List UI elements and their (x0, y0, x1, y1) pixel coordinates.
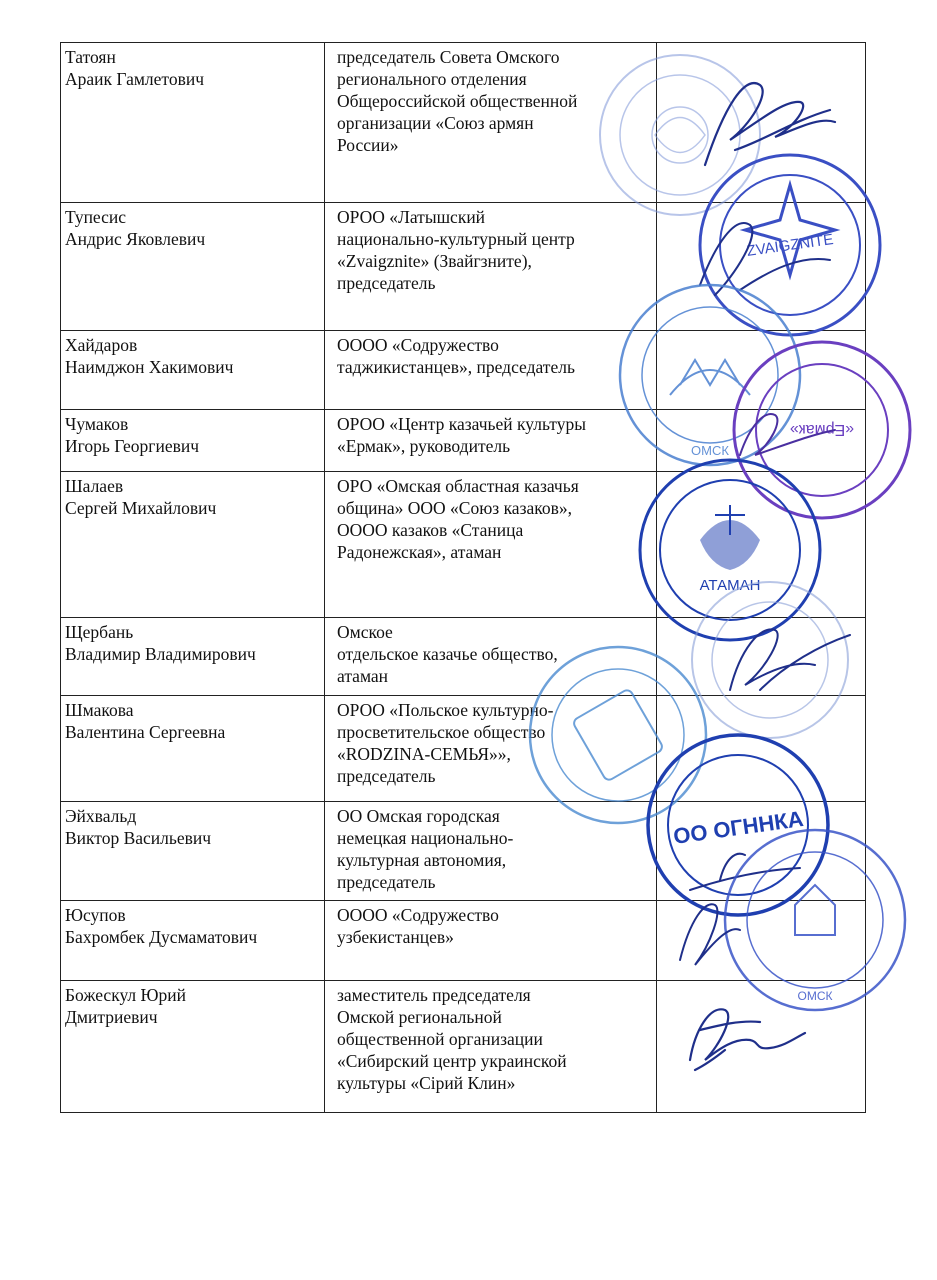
name-cell (61, 203, 325, 331)
name-cell (61, 472, 325, 618)
signature-cell (657, 410, 866, 472)
organization-text: председатель Совета Омского регионального отделения Общероссийской общественной организации «Союз армян России» (337, 47, 578, 155)
signature-cell (657, 802, 866, 901)
uzbek-stamp-city: ОМСК (797, 989, 833, 1003)
zvaigznite-stamp-text: ZVAIGZNITE (745, 231, 835, 260)
name-cell (61, 331, 325, 410)
name-cell (61, 43, 325, 203)
organization-text: заместитель председателя Омской региональной общественной организации «Сибирский центр украинской культуры «Сірий Клин» (337, 985, 567, 1093)
organization-text: ОРОО «Центр казачьей культуры «Ермак», руководитель (337, 414, 586, 456)
organization-text: ОРО «Омская областная казачья община» ООО «Союз казаков», ОООО казаков «Станица Радонежская», атаман (337, 476, 579, 562)
table-row (61, 331, 866, 410)
org-cell (325, 331, 657, 410)
table-row (61, 203, 866, 331)
name-cell (61, 901, 325, 981)
signature-cell (657, 43, 866, 203)
name-cell (61, 410, 325, 472)
organization-text: ОООО «Содружество узбекистанцев» (337, 905, 499, 947)
signature-cell (657, 203, 866, 331)
org-cell (325, 410, 657, 472)
org-cell (325, 981, 657, 1113)
person-name: Юсупов Бахромбек Дусмаматович (65, 905, 258, 947)
signature-cell (657, 901, 866, 981)
signature-cell (657, 618, 866, 696)
german-autonomy-stamp-text: ОО ОГННКА (671, 805, 805, 849)
ataman-stamp-text: АТАМАН (699, 577, 761, 594)
name-cell (61, 696, 325, 802)
person-name: Шмакова Валентина Сергеевна (65, 700, 226, 742)
person-name: Хайдаров Наимджон Хакимович (65, 335, 234, 377)
person-name: Шалаев Сергей Михайлович (65, 476, 217, 518)
table-row (61, 696, 866, 802)
organization-text: ОООО «Содружество таджикистанцев», председатель (337, 335, 575, 377)
org-cell (325, 43, 657, 203)
org-cell (325, 901, 657, 981)
person-name: Щербань Владимир Владимирович (65, 622, 256, 664)
org-cell (325, 696, 657, 802)
organization-text: ОРОО «Латышский национально-культурный центр «Zvaigznite» (Звайгзните), председатель (337, 207, 575, 293)
name-cell (61, 981, 325, 1113)
person-name: Тупесис Андрис Яковлевич (65, 207, 206, 249)
table-row (61, 43, 866, 203)
signature-cell (657, 981, 866, 1113)
signature-cell (657, 331, 866, 410)
table-row (61, 618, 866, 696)
table-row (61, 901, 866, 981)
org-cell (325, 472, 657, 618)
tajik-stamp-city: ОМСК (691, 443, 729, 458)
organization-text: ОО Омская городская немецкая национально- культурная автономия, председатель (337, 806, 514, 892)
table-row (61, 410, 866, 472)
org-cell (325, 618, 657, 696)
signature-cell (657, 696, 866, 802)
person-name: Татоян Араик Гамлетович (65, 47, 205, 89)
table-row (61, 802, 866, 901)
ermak-stamp-text: «Ермак» (789, 421, 855, 438)
name-cell (61, 802, 325, 901)
signature-cell (657, 472, 866, 618)
signature-table (60, 42, 866, 1113)
table-row (61, 981, 866, 1113)
org-cell (325, 802, 657, 901)
person-name: Эйхвальд Виктор Васильевич (65, 806, 212, 848)
person-name: Божескул Юрий Дмитриевич (65, 985, 187, 1027)
name-cell (61, 618, 325, 696)
organization-text: ОРОО «Польское культурно- просветительское общество «RODZINA-СЕМЬЯ»», председатель (337, 700, 554, 786)
person-name: Чумаков Игорь Георгиевич (65, 414, 200, 456)
table-row (61, 472, 866, 618)
org-cell (325, 203, 657, 331)
organization-text: Омское отдельское казачье общество, атаман (337, 622, 558, 686)
